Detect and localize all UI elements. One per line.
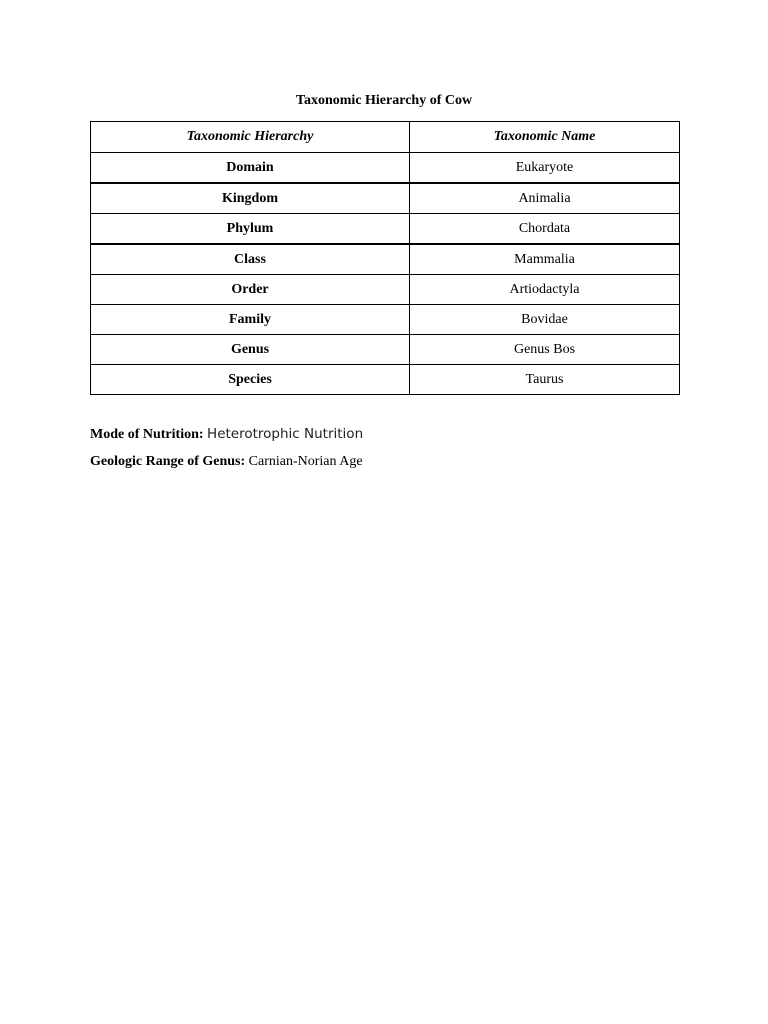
rank-cell: Order <box>91 275 410 305</box>
nutrition-value: Heterotrophic Nutrition <box>207 426 364 442</box>
taxonomy-table <box>90 121 680 395</box>
table-row <box>91 275 680 305</box>
name-cell: Animalia <box>410 183 680 214</box>
table-row <box>91 214 680 245</box>
rank-cell: Species <box>91 365 410 395</box>
geologic-range-line <box>90 453 363 471</box>
nutrition-line <box>90 425 363 444</box>
name-cell: Genus Bos <box>410 335 680 365</box>
geologic-range-value: Carnian-Norian Age <box>248 454 363 469</box>
table-row <box>91 183 680 214</box>
name-cell: Artiodactyla <box>410 275 680 305</box>
table-row <box>91 305 680 335</box>
name-cell: Chordata <box>410 214 680 245</box>
document-title: Taxonomic Hierarchy of Cow <box>295 93 473 108</box>
header-taxonomic-name: Taxonomic Name <box>410 122 680 153</box>
table-row <box>91 335 680 365</box>
geologic-range-label: Geologic Range of Genus: <box>90 454 246 469</box>
rank-cell: Phylum <box>91 214 410 245</box>
name-cell: Bovidae <box>410 305 680 335</box>
table-row <box>91 244 680 275</box>
table-row <box>91 153 680 184</box>
rank-cell: Kingdom <box>91 183 410 214</box>
rank-cell: Class <box>91 244 410 275</box>
name-cell: Eukaryote <box>410 153 680 184</box>
rank-cell: Genus <box>91 335 410 365</box>
nutrition-label: Mode of Nutrition: <box>90 427 204 442</box>
table-row <box>91 365 680 395</box>
rank-cell: Domain <box>91 153 410 184</box>
header-taxonomic-hierarchy: Taxonomic Hierarchy <box>91 122 410 153</box>
name-cell: Taurus <box>410 365 680 395</box>
rank-cell: Family <box>91 305 410 335</box>
table-header-row <box>91 122 680 153</box>
name-cell: Mammalia <box>410 244 680 275</box>
